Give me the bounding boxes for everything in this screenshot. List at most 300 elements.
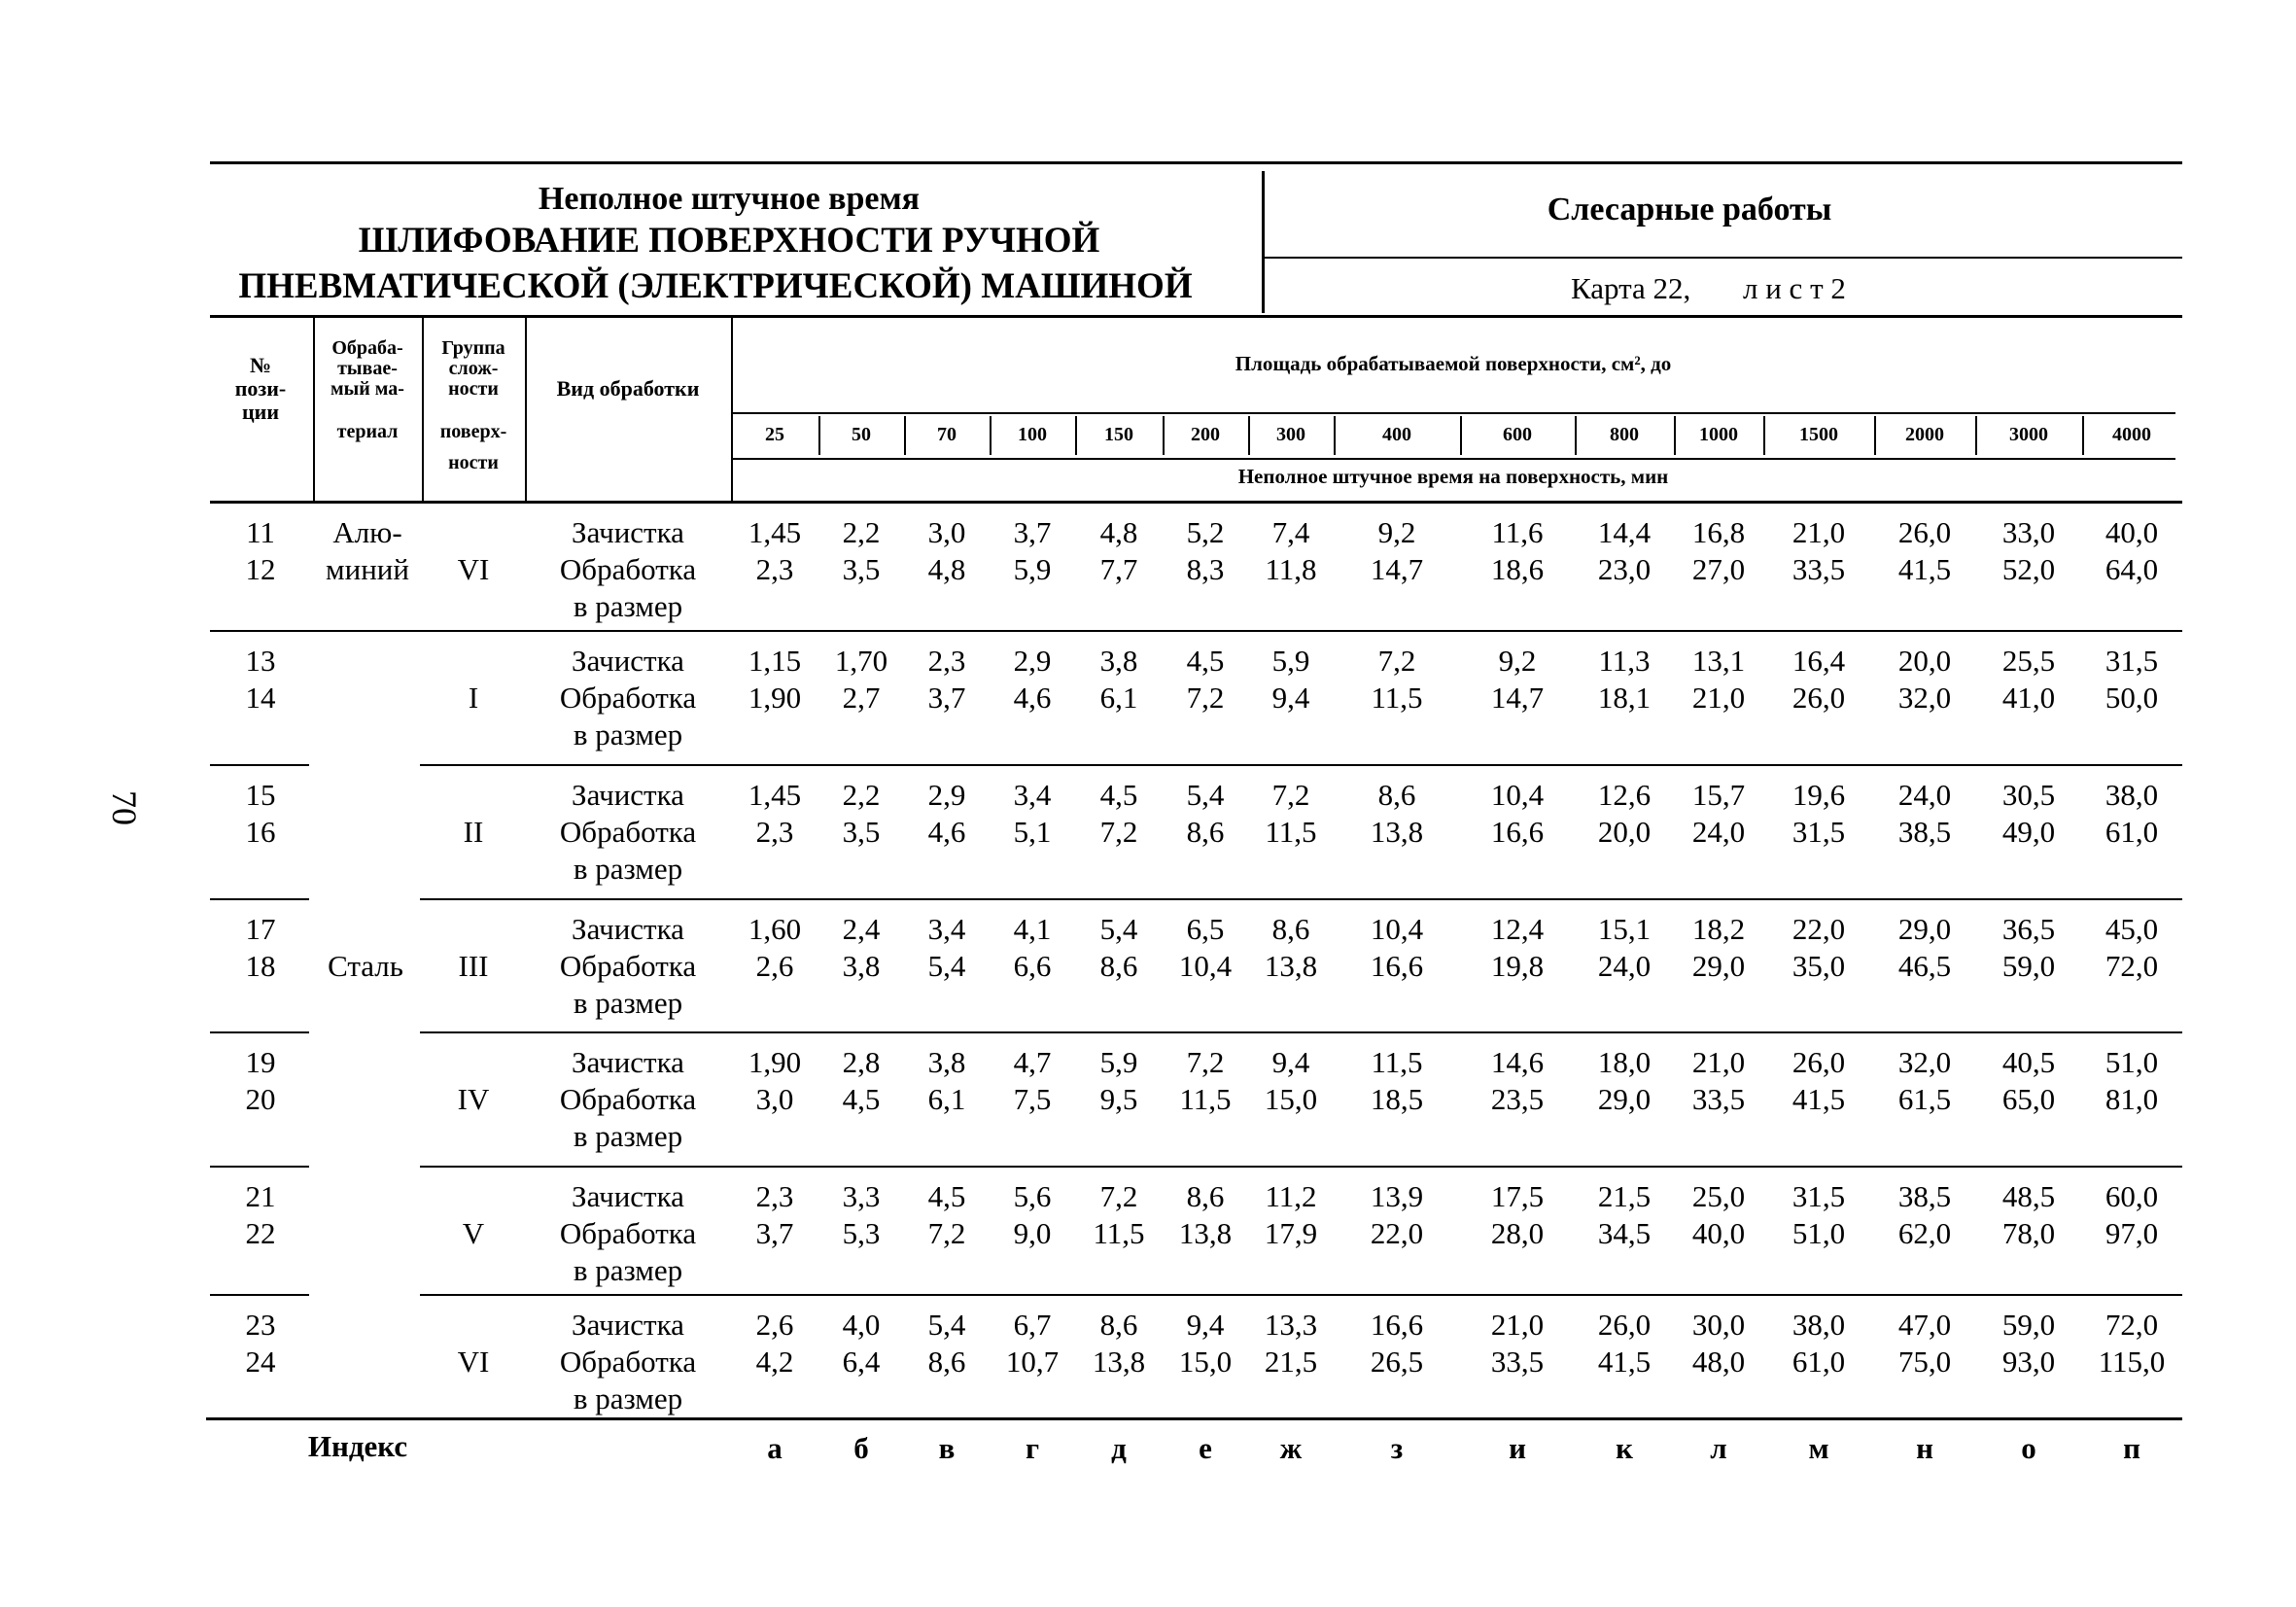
area-value: 800 [1610,424,1639,445]
time-value: 15,1 [1597,912,1652,946]
index-label: Индекс [307,1429,408,1463]
time-value: 7,2 [1099,815,1138,849]
position-number: 19 [245,1045,276,1079]
time-value: 38,5 [1897,815,1952,849]
operation-processing: Обработка [559,1216,697,1250]
time-value: 1,45 [748,515,802,549]
group-separator [420,1166,2182,1168]
time-value: 5,3 [842,1216,881,1250]
time-value: 8,6 [1186,1179,1225,1213]
time-value: 10,4 [1490,778,1545,812]
index-letter: л [1710,1431,1727,1465]
time-value: 6,7 [1013,1308,1052,1342]
time-value: 93,0 [2001,1345,2056,1379]
section-title: Слесарные работы [1547,192,1832,227]
area-value: 3000 [2009,424,2048,445]
operation-processing: Обработка [559,552,697,586]
time-value: 10,4 [1370,912,1424,946]
position-number: 17 [245,912,276,946]
area-value: 1000 [1699,424,1738,445]
time-value: 4,5 [927,1179,966,1213]
time-value: 40,5 [2001,1045,2056,1079]
time-value: 7,4 [1271,515,1310,549]
time-value: 41,0 [2001,681,2056,715]
area-value: 600 [1503,424,1532,445]
time-value: 15,7 [1691,778,1746,812]
time-value: 8,6 [1099,1308,1138,1342]
position-number: 21 [245,1179,276,1213]
time-value: 13,8 [1370,815,1424,849]
time-value: 2,3 [755,1179,794,1213]
time-value: 4,5 [842,1082,881,1116]
time-value: 26,0 [1597,1308,1652,1342]
position-number: 18 [245,949,276,983]
time-value: 35,0 [1792,949,1846,983]
time-value: 2,7 [842,681,881,715]
time-value: 20,0 [1897,644,1952,678]
time-value: 21,0 [1792,515,1846,549]
time-value: 9,2 [1377,515,1416,549]
material-header: мый ма- [330,378,404,400]
time-value: 59,0 [2001,949,2056,983]
time-value: 13,8 [1092,1345,1146,1379]
table-top-rule [210,315,2182,318]
pos-separator [210,764,309,766]
index-letter: о [2021,1431,2036,1465]
time-value: 11,3 [1598,644,1651,678]
group-header: ности [448,378,499,400]
time-value: 3,4 [1013,778,1052,812]
operation-processing: Обработка [559,815,697,849]
time-value: 11,8 [1265,552,1317,586]
time-value: 33,0 [2001,515,2056,549]
time-value: 26,0 [1792,1045,1846,1079]
title-line-3: ПНЕВМАТИЧЕСКОЙ (ЭЛЕКТРИЧЕСКОЙ) МАШИНОЙ [238,266,1193,306]
time-value: 11,6 [1491,515,1544,549]
time-value: 3,4 [927,912,966,946]
time-value: 3,8 [842,949,881,983]
time-value: 33,5 [1490,1345,1545,1379]
position-number: 12 [245,552,276,586]
time-value: 5,9 [1013,552,1052,586]
operation-cleaning: Зачистка [572,778,684,812]
index-letter: н [1916,1431,1933,1465]
time-value: 32,0 [1897,681,1952,715]
complexity-group: V [462,1216,485,1250]
time-value: 9,2 [1498,644,1537,678]
group-header: поверх- [439,421,507,442]
group-header: Группа [441,337,505,359]
time-value: 6,1 [927,1082,966,1116]
pos-separator [210,1294,309,1296]
column-line [818,416,820,455]
time-value: 6,1 [1099,681,1138,715]
time-value: 5,9 [1271,644,1310,678]
time-value: 48,5 [2001,1179,2056,1213]
pos-separator [210,1031,309,1033]
time-value: 2,9 [927,778,966,812]
time-value: 18,5 [1370,1082,1424,1116]
column-line [422,315,424,501]
operation-cleaning: Зачистка [572,1308,684,1342]
time-value: 7,2 [1271,778,1310,812]
time-value: 6,4 [842,1345,881,1379]
time-value: 26,0 [1792,681,1846,715]
time-value: 1,90 [748,1045,802,1079]
group-header: ности [448,452,499,473]
time-value: 4,8 [1099,515,1138,549]
time-value: 9,4 [1186,1308,1225,1342]
column-line [1334,416,1336,455]
time-value: 2,3 [755,815,794,849]
index-letter: е [1199,1431,1212,1465]
operation-processing: в размер [573,1253,683,1287]
time-value: 1,45 [748,778,802,812]
area-value: 2000 [1905,424,1944,445]
column-line [2082,416,2084,455]
time-value: 3,7 [927,681,966,715]
position-number: 22 [245,1216,276,1250]
material-header: териал [336,421,399,442]
time-value: 23,0 [1597,552,1652,586]
table-bottom-rule [206,1417,2182,1420]
column-line [313,315,315,501]
time-value: 8,6 [1271,912,1310,946]
material-aluminium: миний [326,552,409,586]
time-value: 27,0 [1691,552,1746,586]
time-value: 8,3 [1186,552,1225,586]
time-value: 11,2 [1265,1179,1317,1213]
time-value: 14,4 [1597,515,1652,549]
time-value: 21,0 [1691,1045,1746,1079]
position-number: 24 [245,1345,276,1379]
operation-processing: Обработка [559,1082,697,1116]
time-value: 20,0 [1597,815,1652,849]
complexity-group: VI [457,1345,490,1379]
time-value: 4,5 [1099,778,1138,812]
time-value: 30,0 [1691,1308,1746,1342]
time-value: 97,0 [2105,1216,2159,1250]
material-separator [210,630,2182,632]
time-value: 17,5 [1490,1179,1545,1213]
time-value: 6,6 [1013,949,1052,983]
time-value: 62,0 [1897,1216,1952,1250]
time-value: 7,2 [1186,681,1225,715]
column-line [1763,416,1765,455]
time-value: 7,2 [1377,644,1416,678]
time-value: 23,5 [1490,1082,1545,1116]
time-value: 72,0 [2105,949,2159,983]
time-value: 28,0 [1490,1216,1545,1250]
time-value: 7,2 [1099,1179,1138,1213]
time-value: 5,4 [1186,778,1225,812]
time-value: 15,0 [1264,1082,1318,1116]
column-line [1248,416,1250,455]
time-value: 47,0 [1897,1308,1952,1342]
time-value: 41,5 [1897,552,1952,586]
time-value: 24,0 [1597,949,1652,983]
time-value: 14,7 [1490,681,1545,715]
header-bottom-rule [210,501,2182,504]
time-value: 30,5 [2001,778,2056,812]
time-value: 5,6 [1013,1179,1052,1213]
area-value: 100 [1018,424,1047,445]
time-value: 2,4 [842,912,881,946]
time-value: 18,1 [1597,681,1652,715]
sheet-number: л и с т 2 [1743,271,1846,305]
time-value: 41,5 [1792,1082,1846,1116]
time-value: 11,5 [1093,1216,1145,1250]
time-value: 9,5 [1099,1082,1138,1116]
time-value: 32,0 [1897,1045,1952,1079]
time-value: 61,5 [1897,1082,1952,1116]
column-line [1460,416,1462,455]
time-value: 16,4 [1792,644,1846,678]
time-value: 31,5 [2105,644,2159,678]
time-value: 26,5 [1370,1345,1424,1379]
time-value: 9,4 [1271,1045,1310,1079]
time-value: 51,0 [2105,1045,2159,1079]
pos-header: пози- [234,376,287,401]
time-value: 9,4 [1271,681,1310,715]
time-value: 115,0 [2098,1345,2166,1379]
time-value: 3,5 [842,552,881,586]
title-line-1: Неполное штучное время [538,181,921,217]
material-header: тывае- [337,358,398,379]
time-value: 13,1 [1691,644,1746,678]
time-value: 7,7 [1099,552,1138,586]
time-value: 12,6 [1597,778,1652,812]
area-value: 1500 [1799,424,1838,445]
column-line [1163,416,1165,455]
time-value: 16,6 [1370,1308,1424,1342]
time-value: 2,3 [927,644,966,678]
pos-header: № [249,353,272,377]
time-value: 7,2 [927,1216,966,1250]
title-line-2: ШЛИФОВАНИЕ ПОВЕРХНОСТИ РУЧНОЙ [358,221,1100,261]
time-value: 2,8 [842,1045,881,1079]
column-line [731,315,733,501]
time-value: 19,8 [1490,949,1545,983]
operation-processing: Обработка [559,949,697,983]
time-value: 1,90 [748,681,802,715]
time-value: 61,0 [1792,1345,1846,1379]
area-values-rule [731,458,2175,460]
area-value: 150 [1104,424,1133,445]
material-header: Обраба- [331,337,403,359]
column-line [1575,416,1577,455]
area-value: 4000 [2112,424,2151,445]
area-value: 70 [937,424,957,445]
time-value: 49,0 [2001,815,2056,849]
operation-processing: в размер [573,589,683,623]
material-steel: Сталь [328,949,403,983]
time-value: 34,5 [1597,1216,1652,1250]
position-number: 16 [245,815,276,849]
pos-header: ции [241,400,280,424]
operation-processing: в размер [573,1119,683,1153]
time-value: 78,0 [2001,1216,2056,1250]
complexity-group: I [468,681,479,715]
operation-cleaning: Зачистка [572,515,684,549]
index-letter: в [938,1431,956,1465]
time-value: 4,5 [1186,644,1225,678]
time-value: 4,6 [927,815,966,849]
time-value: 7,2 [1186,1045,1225,1079]
time-value: 11,5 [1265,815,1317,849]
column-line [990,416,991,455]
time-value: 1,70 [834,644,888,678]
time-value: 38,0 [1792,1308,1846,1342]
time-value: 4,8 [927,552,966,586]
group-header: слож- [448,358,499,379]
column-line [1674,416,1676,455]
time-value: 9,0 [1013,1216,1052,1250]
time-value: 14,7 [1370,552,1424,586]
time-value: 24,0 [1897,778,1952,812]
time-value: 29,0 [1897,912,1952,946]
time-value: 12,4 [1490,912,1545,946]
time-value: 31,5 [1792,1179,1846,1213]
time-value: 36,5 [2001,912,2056,946]
header-divider [1262,171,1265,313]
index-letter: ж [1279,1431,1303,1465]
time-value: 22,0 [1370,1216,1424,1250]
time-value: 19,6 [1792,778,1846,812]
time-value: 3,8 [1099,644,1138,678]
column-line [1075,416,1077,455]
time-value: 8,6 [1377,778,1416,812]
time-value: 72,0 [2105,1308,2159,1342]
index-letter: з [1390,1431,1404,1465]
time-value: 8,6 [1099,949,1138,983]
operation-processing: в размер [573,1381,683,1415]
group-separator [420,1294,2182,1296]
time-value: 3,5 [842,815,881,849]
time-value: 5,4 [927,949,966,983]
time-value: 26,0 [1897,515,1952,549]
time-value: 40,0 [2105,515,2159,549]
time-value: 13,8 [1264,949,1318,983]
time-value: 11,5 [1371,681,1423,715]
area-value: 200 [1191,424,1220,445]
pos-separator [210,1166,309,1168]
section-rule [1265,257,2182,259]
time-header: Неполное штучное время на поверхность, мин [1237,465,1669,488]
group-separator [420,898,2182,900]
time-value: 4,1 [1013,912,1052,946]
index-letter: и [1509,1431,1526,1465]
time-value: 25,0 [1691,1179,1746,1213]
time-value: 13,3 [1264,1308,1318,1342]
time-value: 8,6 [1186,815,1225,849]
time-value: 21,5 [1264,1345,1318,1379]
time-value: 3,0 [927,515,966,549]
group-separator [420,1031,2182,1033]
time-value: 3,7 [755,1216,794,1250]
time-value: 2,3 [755,552,794,586]
position-number: 15 [245,778,276,812]
operation-processing: в размер [573,717,683,751]
time-value: 2,2 [842,778,881,812]
operation-processing: Обработка [559,681,697,715]
column-line [525,315,527,501]
time-value: 17,9 [1264,1216,1318,1250]
time-value: 46,5 [1897,949,1952,983]
time-value: 5,4 [927,1308,966,1342]
time-value: 8,6 [927,1345,966,1379]
operation-cleaning: Зачистка [572,644,684,678]
time-value: 4,2 [755,1345,794,1379]
card-number: Карта 22, [1571,271,1691,305]
operation-processing: в размер [573,986,683,1020]
time-value: 24,0 [1691,815,1746,849]
time-value: 4,6 [1013,681,1052,715]
time-value: 33,5 [1792,552,1846,586]
index-letter: м [1808,1431,1829,1465]
time-value: 21,0 [1691,681,1746,715]
position-number: 20 [245,1082,276,1116]
index-letter: а [767,1431,783,1465]
time-value: 2,6 [755,1308,794,1342]
operation-processing: Обработка [559,1345,697,1379]
time-value: 11,5 [1371,1045,1423,1079]
index-letter: б [853,1431,869,1465]
operation-cleaning: Зачистка [572,1045,684,1079]
operation-cleaning: Зачистка [572,1179,684,1213]
complexity-group: III [458,949,489,983]
time-value: 22,0 [1792,912,1846,946]
time-value: 61,0 [2105,815,2159,849]
time-value: 38,5 [1897,1179,1952,1213]
time-value: 16,6 [1490,815,1545,849]
index-letter: п [2123,1431,2140,1465]
index-letter: к [1616,1431,1633,1465]
time-value: 3,8 [927,1045,966,1079]
time-value: 11,5 [1179,1082,1232,1116]
time-value: 6,5 [1186,912,1225,946]
time-value: 13,9 [1370,1179,1424,1213]
time-value: 3,7 [1013,515,1052,549]
time-value: 29,0 [1597,1082,1652,1116]
time-value: 18,0 [1597,1045,1652,1079]
time-value: 64,0 [2105,552,2159,586]
column-line [1874,416,1876,455]
time-value: 48,0 [1691,1345,1746,1379]
area-value: 400 [1382,424,1411,445]
time-value: 21,0 [1490,1308,1545,1342]
time-value: 5,9 [1099,1045,1138,1079]
column-line [1975,416,1977,455]
position-number: 13 [245,644,276,678]
type-header: Вид обработки [556,376,700,401]
time-value: 1,60 [748,912,802,946]
index-letter: г [1025,1431,1040,1465]
column-line [904,416,906,455]
time-value: 4,0 [842,1308,881,1342]
time-value: 5,1 [1013,815,1052,849]
time-value: 2,6 [755,949,794,983]
page-number: 70 [105,790,144,825]
position-number: 11 [246,515,275,549]
time-value: 25,5 [2001,644,2056,678]
time-value: 75,0 [1897,1345,1952,1379]
index-letter: д [1111,1431,1127,1465]
time-value: 13,8 [1178,1216,1233,1250]
area-value: 300 [1276,424,1305,445]
time-value: 51,0 [1792,1216,1846,1250]
pos-separator [210,898,309,900]
